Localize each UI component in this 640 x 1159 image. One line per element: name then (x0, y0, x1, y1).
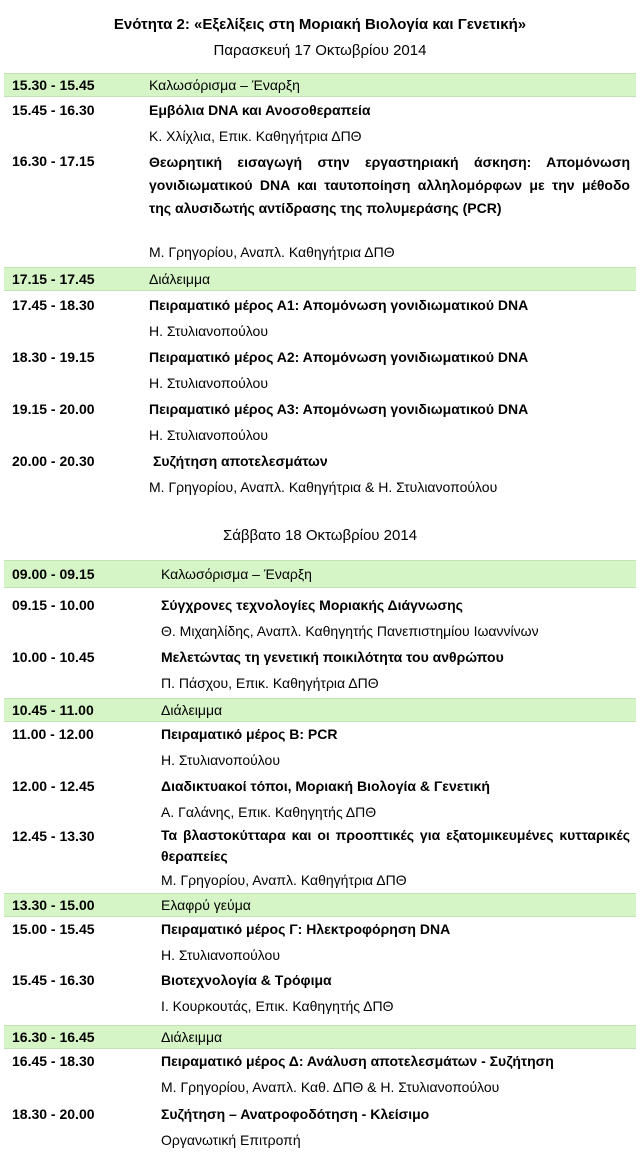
session-speaker: Μ. Γρηγορίου, Αναπλ. Καθηγήτρια ΔΠΘ (149, 244, 395, 260)
session-time: 17.45 - 18.30 (12, 297, 95, 313)
session-speaker: Η. Στυλιανοπούλου (149, 375, 268, 391)
session-title: Σύγχρονες τεχνολογίες Μοριακής Διάγνωσης (161, 597, 463, 613)
session-row (4, 346, 636, 396)
session-title: Καλωσόρισμα – Έναρξη (149, 77, 300, 93)
session-speaker: Οργανωτική Επιτροπή (161, 1132, 301, 1148)
session-time: 16.30 - 16.45 (12, 1029, 95, 1045)
session-row (4, 294, 636, 344)
session-time: 13.30 - 15.00 (12, 897, 95, 913)
session-speaker: Η. Στυλιανοπούλου (149, 427, 268, 443)
session-row (4, 398, 636, 448)
session-title: Βιοτεχνολογία & Τρόφιμα (161, 972, 332, 988)
break-row (4, 893, 636, 917)
session-speaker: Μ. Γρηγορίου, Αναπλ. Καθ. ΔΠΘ & Η. Στυλιανοπούλου (161, 1079, 500, 1095)
session-speaker: Η. Στυλιανοπούλου (161, 947, 280, 963)
session-title: Συζήτηση – Ανατροφοδότηση - Κλείσιμο (161, 1106, 430, 1122)
section-title: Ενότητα 2: «Εξελίξεις στη Μοριακή Βιολογία και Γενετική» (113, 16, 527, 33)
session-row (4, 1103, 636, 1153)
session-time: 17.15 - 17.45 (12, 271, 95, 287)
session-time: 10.00 - 10.45 (12, 649, 95, 665)
session-title: Συζήτηση αποτελεσμάτων (153, 453, 328, 469)
break-row (4, 267, 636, 291)
session-row (4, 646, 636, 696)
session-time: 16.45 - 18.30 (12, 1053, 95, 1069)
session-time: 12.00 - 12.45 (12, 778, 95, 794)
session-row (4, 450, 636, 500)
session-row (4, 594, 636, 644)
session-row (4, 723, 636, 773)
session-title: Πειραματικό μέρος Γ: Ηλεκτροφόρηση DNA (161, 921, 451, 937)
session-title: Εμβόλια DNA και Ανοσοθεραπεία (149, 102, 371, 118)
session-time: 15.45 - 16.30 (12, 102, 95, 118)
session-title: Πειραματικό μέρος Α2: Απομόνωση γονιδιωματικού DNA (149, 349, 529, 365)
session-title: Πειραματικό μέρος Δ: Ανάλυση αποτελεσμάτων - Συζήτηση (161, 1053, 554, 1069)
session-time: 18.30 - 20.00 (12, 1106, 95, 1122)
session-title: Καλωσόρισμα – Έναρξη (161, 566, 312, 582)
session-time: 15.00 - 15.45 (12, 921, 95, 937)
session-title: Τα βλαστοκύτταρα και οι προοπτικές για εξατομικευμένες κυτταρικές θεραπείες (161, 827, 630, 864)
page-title (0, 16, 640, 34)
break-row (4, 1025, 636, 1049)
break-row (4, 73, 636, 97)
session-speaker: Μ. Γρηγορίου, Αναπλ. Καθηγήτρια ΔΠΘ (161, 872, 407, 888)
session-speaker: Μ. Γρηγορίου, Αναπλ. Καθηγήτρια & Η. Στυλιανοπούλου (149, 479, 498, 495)
session-time: 18.30 - 19.15 (12, 349, 95, 365)
session-title: Πειραματικό μέρος Α3: Απομόνωση γονιδιωματικού DNA (149, 401, 529, 417)
session-speaker: Π. Πάσχου, Επικ. Καθηγήτρια ΔΠΘ (161, 675, 379, 691)
session-time: 09.15 - 10.00 (12, 597, 95, 613)
session-speaker: Η. Στυλιανοπούλου (149, 323, 268, 339)
break-row (4, 560, 636, 588)
session-title: Ελαφρύ γεύμα (161, 897, 251, 913)
session-title: Πειραματικό μέρος Α1: Απομόνωση γονιδιωματικού DNA (149, 297, 529, 313)
session-time: 15.30 - 15.45 (12, 77, 95, 93)
session-row (4, 150, 636, 266)
day1-date: Παρασκευή 17 Οκτωβρίου 2014 (213, 42, 427, 59)
session-time: 16.30 - 17.15 (12, 153, 95, 169)
session-title: Διάλειμμα (161, 702, 223, 718)
break-row (4, 698, 636, 722)
session-row (4, 918, 636, 968)
session-time: 11.00 - 12.00 (12, 726, 94, 742)
session-title: Πειραματικό μέρος Β: PCR (161, 726, 338, 742)
session-time: 09.00 - 09.15 (12, 566, 95, 582)
session-speaker: Κ. Χλίχλια, Επικ. Καθηγήτρια ΔΠΘ (149, 128, 362, 144)
session-time: 20.00 - 20.30 (12, 453, 95, 469)
session-row (4, 825, 636, 891)
session-speaker: Η. Στυλιανοπούλου (161, 752, 280, 768)
session-speaker: Ι. Κουρκουτάς, Επικ. Καθηγητής ΔΠΘ (161, 998, 394, 1014)
session-row (4, 1050, 636, 1100)
session-row (4, 99, 636, 149)
day2-date: Σάββατο 18 Οκτωβρίου 2014 (222, 527, 418, 544)
session-time: 12.45 - 13.30 (12, 828, 95, 844)
session-speaker: Θ. Μιχαηλίδης, Αναπλ. Καθηγητής Πανεπιστημίου Ιωαννίνων (161, 623, 539, 639)
session-title: Διαδικτυακοί τόποι, Μοριακή Βιολογία & Γενετική (161, 778, 490, 794)
session-speaker: Α. Γαλάνης, Επικ. Καθηγητής ΔΠΘ (161, 804, 377, 820)
session-title: Διάλειμμα (161, 1029, 223, 1045)
session-time: 10.45 - 11.00 (12, 702, 94, 718)
session-title: Διάλειμμα (149, 271, 211, 287)
session-row (4, 969, 636, 1019)
session-time: 19.15 - 20.00 (12, 401, 95, 417)
session-row (4, 775, 636, 825)
session-title: Μελετώντας τη γενετική ποικιλότητα του ανθρώπου (161, 649, 504, 665)
session-title: Θεωρητική εισαγωγή στην εργαστηριακή άσκηση: Απομόνωση γονιδιωματικού DNA και ταυτοποίηση αλληλομόρφων με την μέθοδο της αλυσιδωτής αντίδρασης της πολυμεράσης (PCR) (149, 154, 630, 216)
session-time: 15.45 - 16.30 (12, 972, 95, 988)
